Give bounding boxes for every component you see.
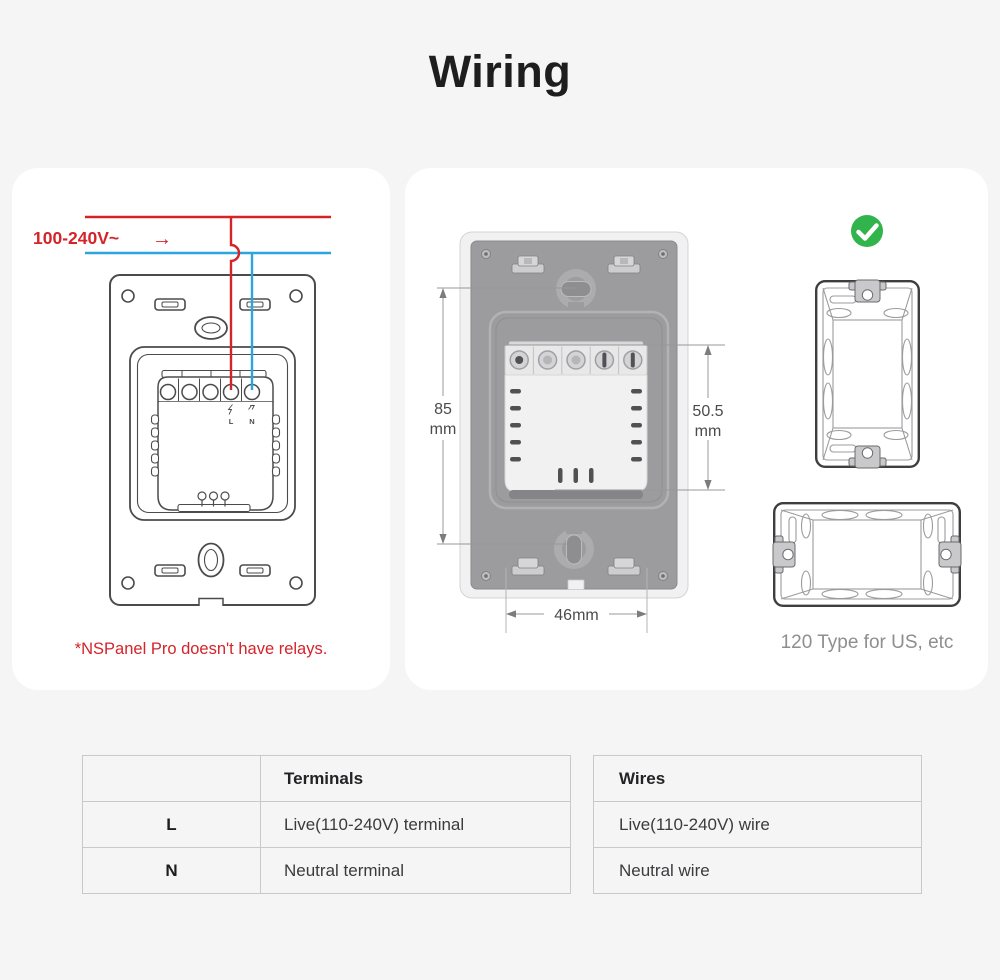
dim-505-value: 50.5 bbox=[692, 403, 724, 420]
table-header-wires: Wires bbox=[594, 756, 922, 802]
relay-module bbox=[505, 342, 647, 500]
terminals-table bbox=[82, 755, 571, 894]
box-type-caption: 120 Type for US, etc bbox=[780, 632, 954, 653]
terminal-wire-tables bbox=[82, 755, 922, 894]
page-title: Wiring bbox=[428, 46, 572, 97]
check-icon bbox=[851, 215, 883, 247]
wire-desc-n: Neutral wire bbox=[594, 848, 922, 894]
table-header-terminals: Terminals bbox=[261, 756, 571, 802]
wiring-diagram bbox=[12, 168, 390, 690]
wiring-diagram-card bbox=[12, 168, 390, 690]
terminal-desc-l: Live(110-240V) terminal bbox=[261, 802, 571, 848]
dimensions-card bbox=[405, 168, 988, 690]
dim-85-value: 85 bbox=[434, 401, 452, 418]
terminal-key-l: L bbox=[83, 802, 261, 848]
terminal-n-label: N bbox=[249, 417, 255, 426]
panel-back-drawing bbox=[110, 275, 315, 607]
terminal-desc-n: Neutral terminal bbox=[261, 848, 571, 894]
terminal-key-n: N bbox=[83, 848, 261, 894]
flow-arrow-icon: → bbox=[152, 228, 172, 250]
mounting-box-vertical bbox=[816, 280, 919, 468]
relay-note: *NSPanel Pro doesn't have relays. bbox=[74, 640, 328, 658]
table-corner-blank bbox=[83, 756, 261, 802]
dim-46-value: 46mm bbox=[554, 607, 599, 624]
bottom-notch bbox=[568, 580, 584, 590]
dim-85-unit: mm bbox=[429, 421, 457, 438]
dim-505-unit: mm bbox=[694, 423, 722, 440]
voltage-label: 100-240V~ bbox=[33, 228, 120, 248]
wire-desc-l: Live(110-240V) wire bbox=[594, 802, 922, 848]
mounting-box-horizontal bbox=[773, 503, 961, 606]
dimensions-diagram bbox=[405, 168, 988, 690]
terminal-l-label: L bbox=[228, 417, 234, 426]
wires-table bbox=[593, 755, 922, 894]
device-back-view bbox=[460, 232, 688, 598]
